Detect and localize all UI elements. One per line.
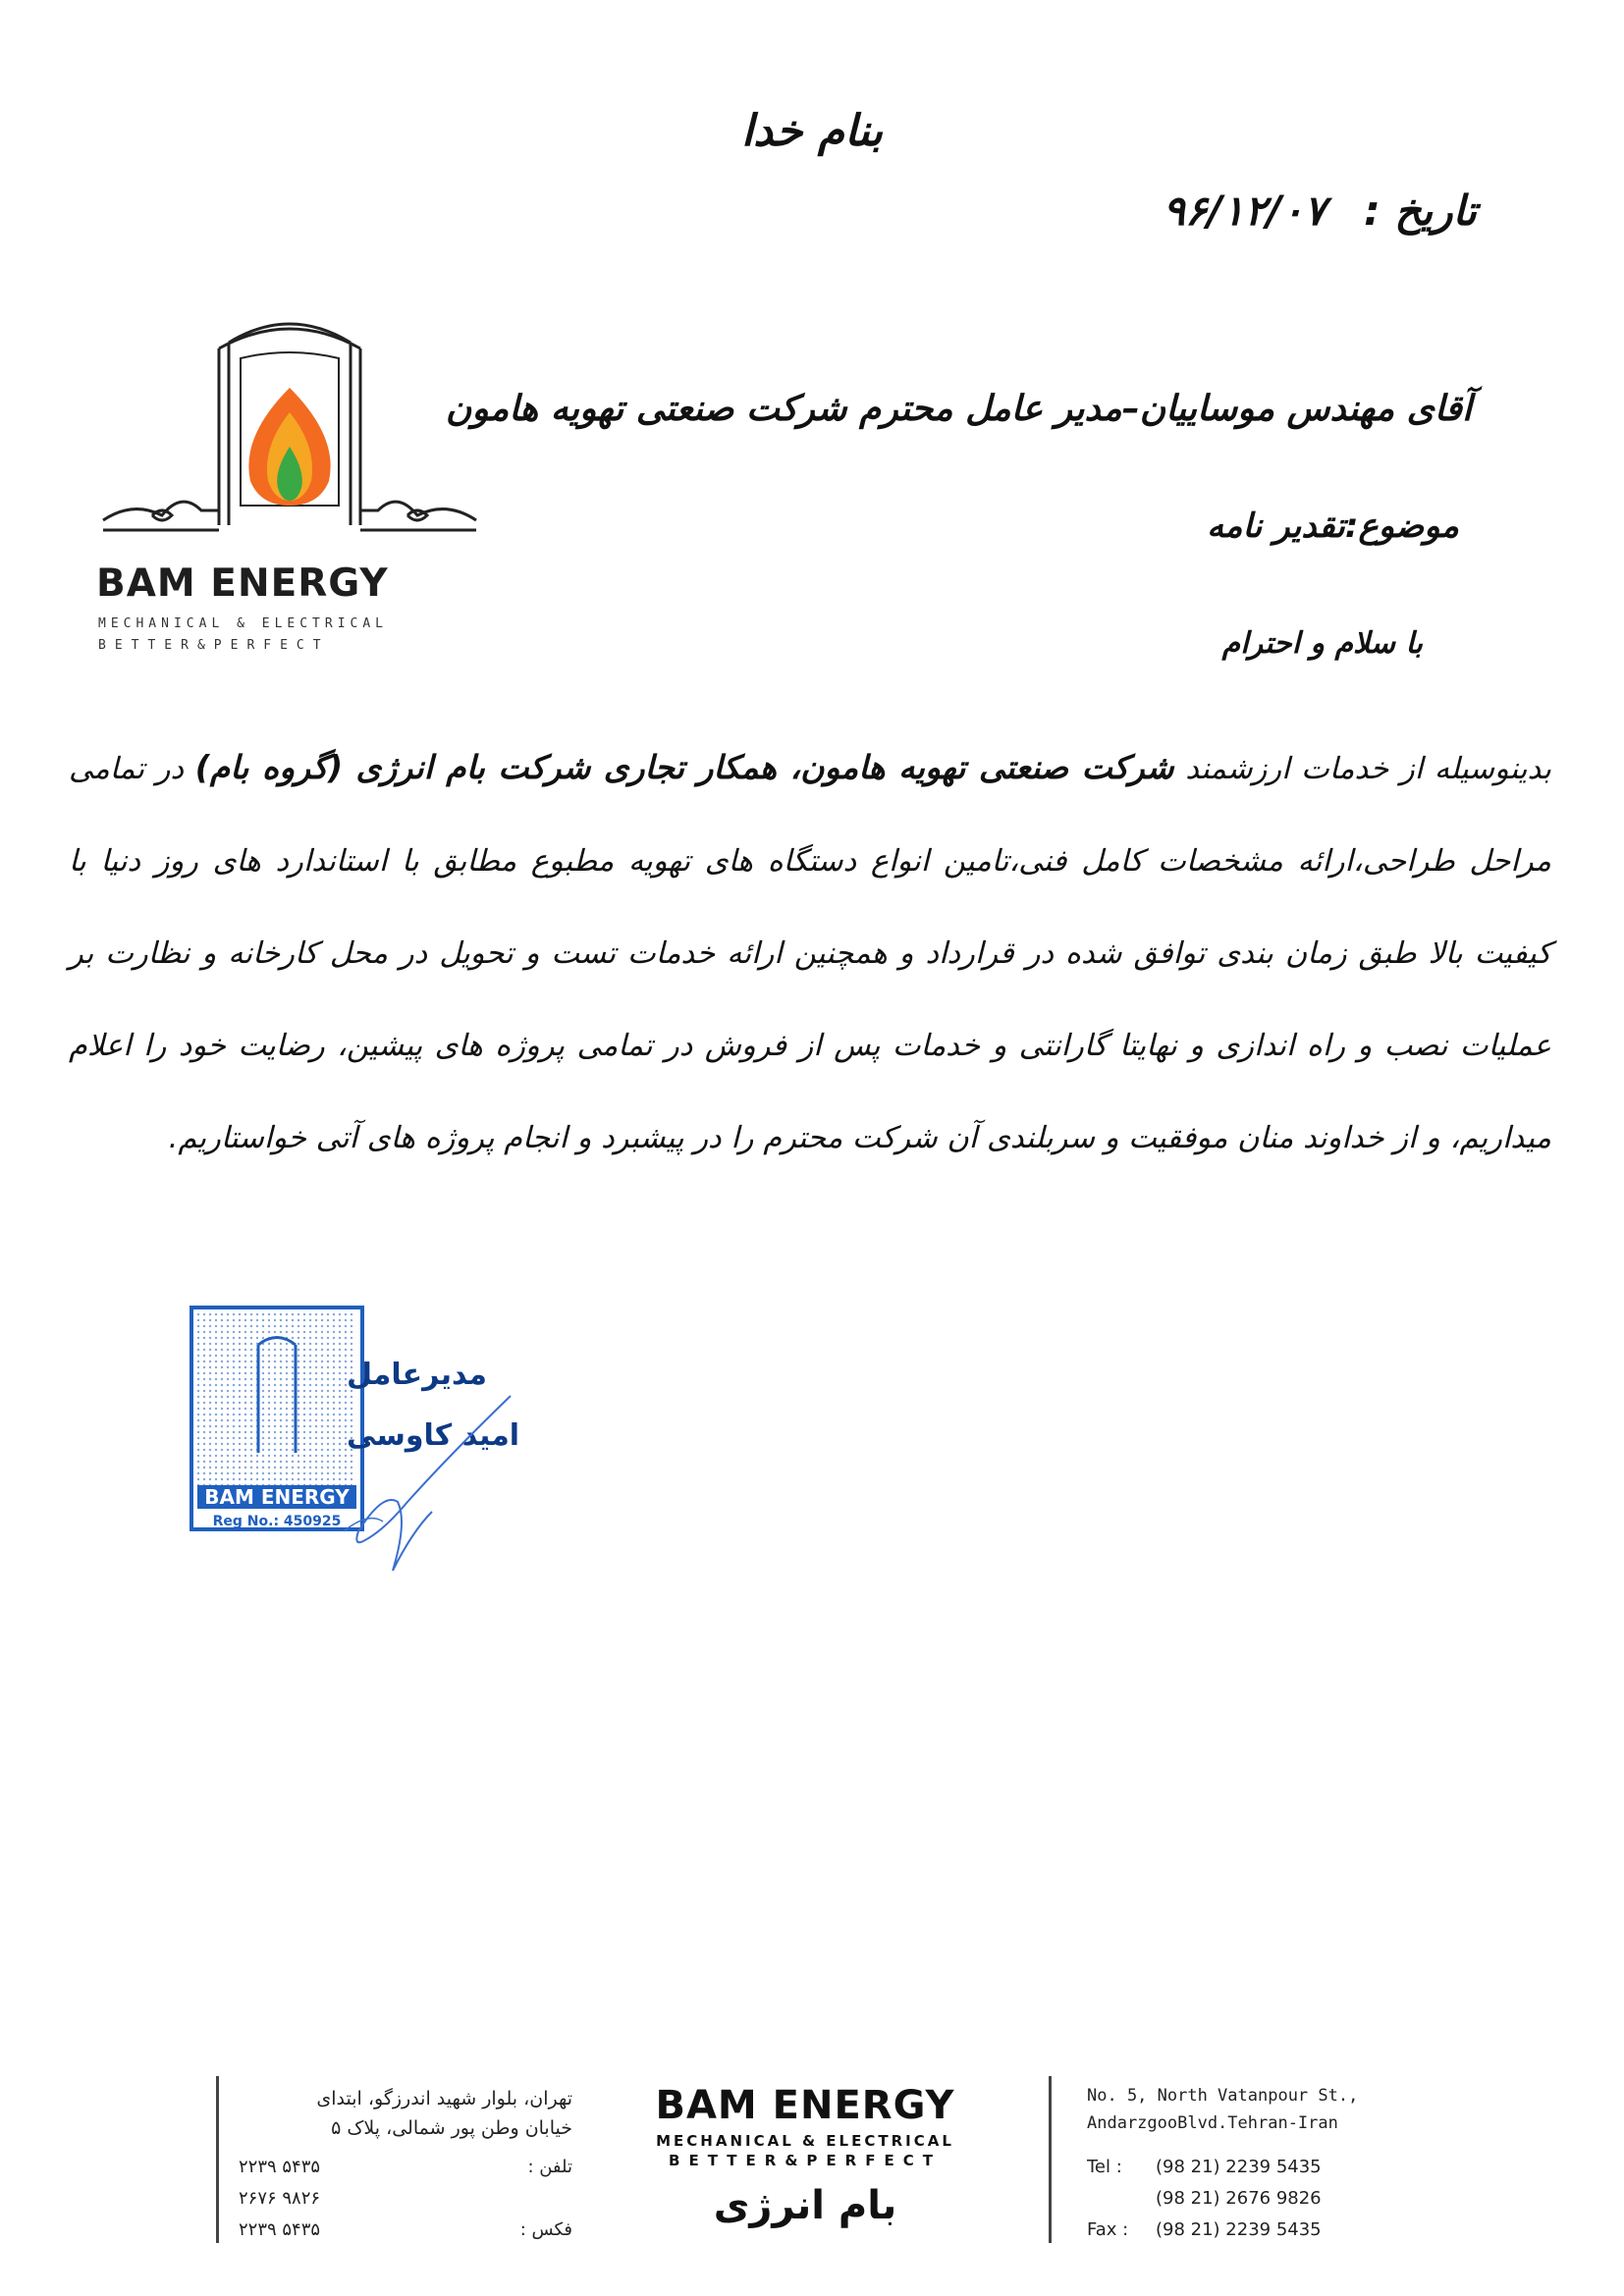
page-title: بنام خدا (740, 106, 883, 156)
logo-tagline: BETTER&PERFECT (98, 638, 330, 653)
signature (324, 1384, 520, 1580)
footer-brand-name: BAM ENERGY (655, 2083, 955, 2128)
letter-body (69, 721, 1551, 1185)
body-bold-company: شرکت صنعتی تهویه هامون، همکار تجاری شرکت بام انرژی (گروه بام) (194, 748, 1174, 786)
footer-phone-fa-2: ۲۶۷۶ ۹۸۲۶ (239, 2188, 321, 2209)
footer-tel-row-2 (1087, 2188, 1322, 2209)
date-value: ۹۶/۱۲/۰۷ (1163, 187, 1326, 235)
subject-line: موضوع:تقدیر نامه (1207, 507, 1459, 546)
footer-address-fa-line2: خیابان وطن پور شمالی، پلاک ۵ (331, 2117, 572, 2139)
footer-address-fa-line1: تهران، بلوار شهید اندرزگو، ابتدای (316, 2088, 572, 2109)
footer-tel-2: (98 21) 2676 9826 (1156, 2188, 1322, 2209)
footer-address-fa (216, 2076, 582, 2243)
greeting-line: با سلام و احترام (1221, 626, 1423, 661)
footer-phone-row-2 (239, 2188, 572, 2209)
stamp-name: امید کاوسی (347, 1418, 520, 1453)
footer-fax-label-fa: فکس : (519, 2219, 572, 2240)
footer-tel-1: (98 21) 2239 5435 (1156, 2157, 1322, 2177)
footer-phone-fa-1: ۲۲۳۹ ۵۴۳۵ (239, 2157, 321, 2177)
footer-fax-row (239, 2219, 572, 2240)
footer-fax-fa: ۲۲۳۹ ۵۴۳۵ (239, 2219, 321, 2240)
footer-fax-row-en (1087, 2219, 1322, 2240)
body-main: در تمامی مراحل طراحی،ارائه مشخصات کامل فنی،تامین انواع دستگاه های تهویه مطبوع مطابق با استاندارد های روز دنیا با کیفیت بالا طبق زمان بندی توافق شده در قرارداد و همچنین ارائه خدمات تست و تحویل در محل کارخانه و نظارت بر عملیات نصب و راه اندازی و نهایتا گارانتی و خدمات پس از فروش در تمامی پروژه های پیشین، رضایت خود را اعلام میداریم، و از خداوند منان موفقیت و سربلندی آن شرکت محترم را در پیشبرد و انجام پروژه های آتی خواستاریم. (69, 752, 1551, 1155)
footer-phone-label-fa: تلفن : (527, 2157, 572, 2177)
footer-fax-label: Fax : (1087, 2219, 1129, 2240)
stamp-reg: Reg No.: 450925 (212, 1514, 342, 1529)
footer-address-en-line2: AndarzgooBlvd.Tehran-Iran (1087, 2113, 1338, 2133)
logo-name: BAM ENERGY (96, 561, 389, 606)
footer-brand (643, 2083, 967, 2250)
body-intro: بدینوسیله از خدمات ارزشمند (1185, 752, 1551, 786)
footer-phone-row-1 (239, 2157, 572, 2177)
recipient-line: آقای مهندس موساییان–مدیر عامل محترم شرکت صنعتی تهویه هامون (445, 389, 1472, 429)
footer-address-en-line1: No. 5, North Vatanpour St., (1087, 2086, 1359, 2106)
logo-subtitle: MECHANICAL & ELECTRICAL (98, 616, 389, 631)
footer-fax-en: (98 21) 2239 5435 (1156, 2219, 1322, 2240)
footer-tel-label: Tel : (1087, 2157, 1122, 2177)
stamp-brand: BAM ENERGY (204, 1485, 350, 1509)
footer-tel-row-1 (1087, 2157, 1322, 2177)
footer-address-en (1049, 2076, 1415, 2243)
stamp-title: مدیرعامل (347, 1358, 487, 1392)
footer-brand-tag: BETTER&PERFECT (669, 2152, 942, 2169)
footer-brand-fa: بام انرژی (713, 2183, 897, 2228)
footer-brand-sub: MECHANICAL & ELECTRICAL (656, 2132, 954, 2150)
date-label: تاریخ : (1364, 187, 1477, 235)
date-row (1163, 187, 1477, 235)
